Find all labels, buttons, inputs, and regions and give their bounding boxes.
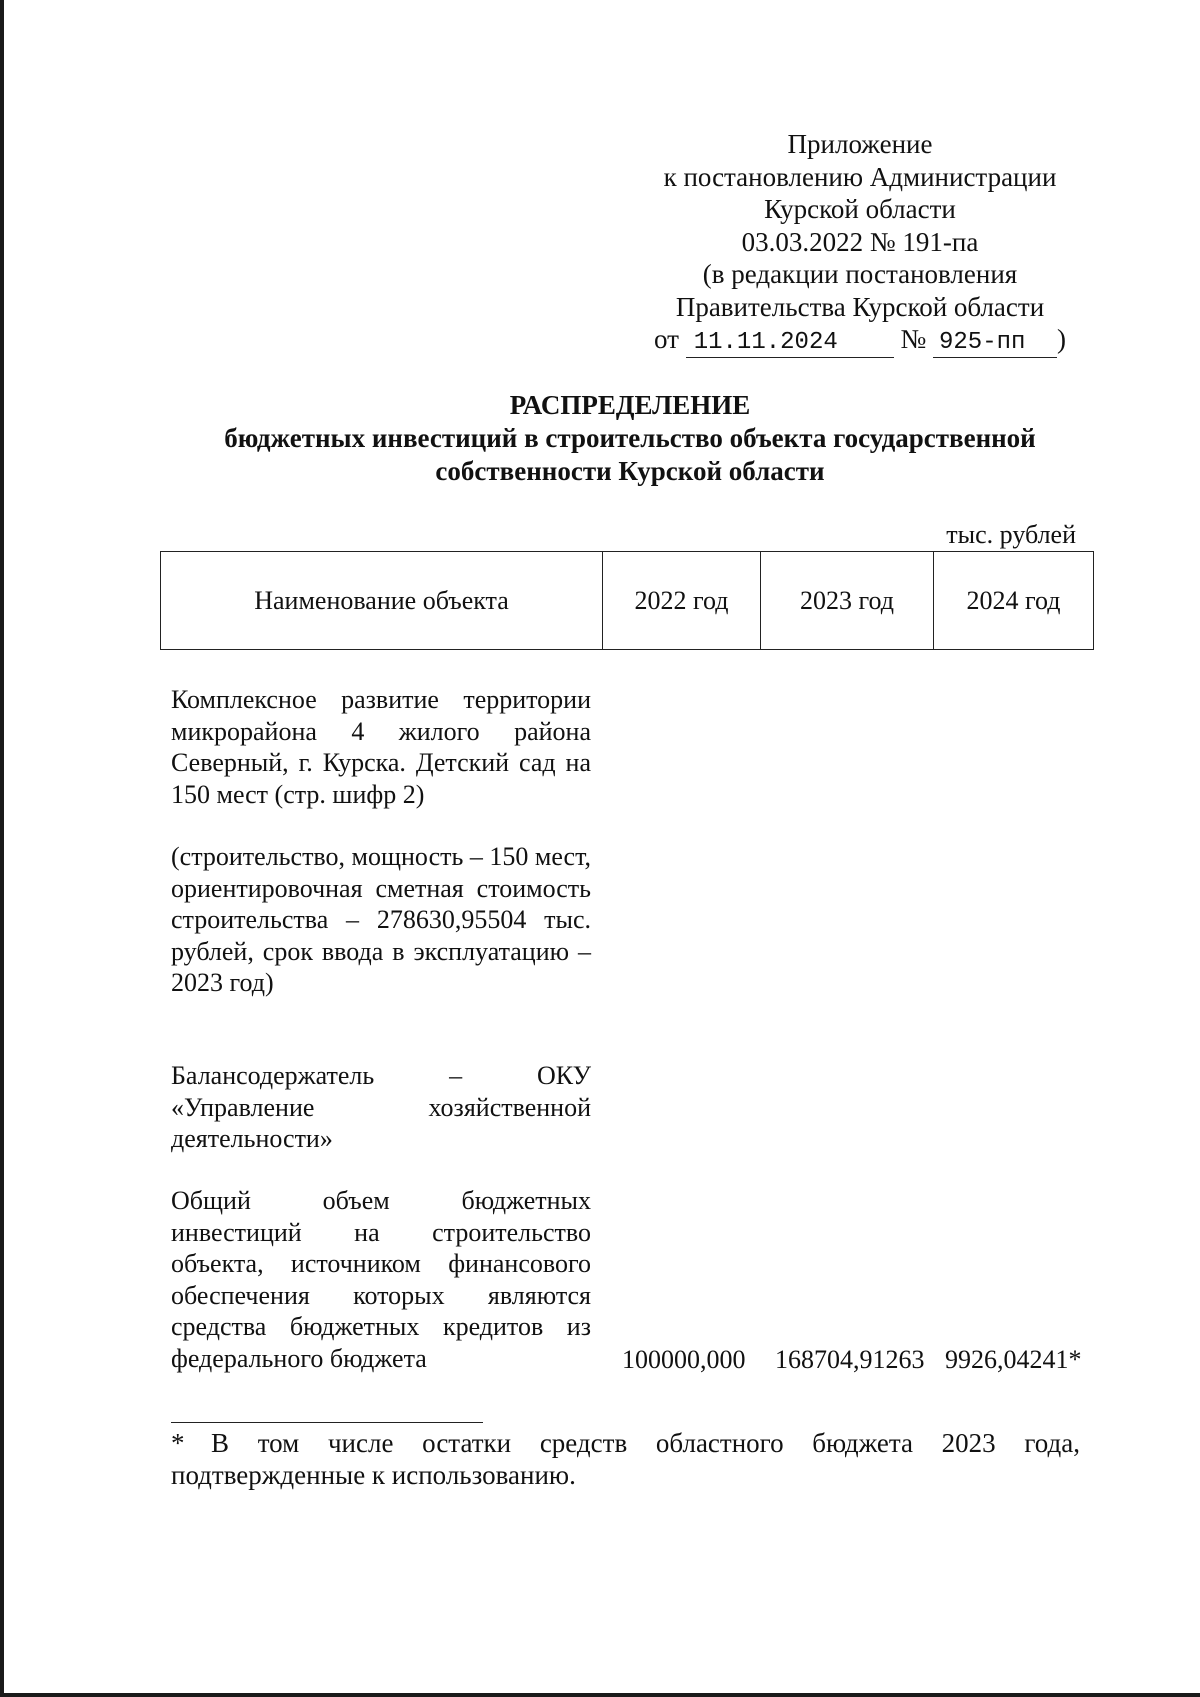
- investment-label: [171, 1185, 591, 1374]
- footnote-separator: [171, 1422, 483, 1423]
- column-header-name: Наименование объекта: [161, 552, 603, 650]
- decree-reference: [600, 323, 1120, 358]
- object-name-text: Комплексное развитие территории микрорайона 4 жилого района Северный, г. Курска. Детский сад на 150 мест (стр. шифр 2): [171, 685, 591, 809]
- investment-label-text: Общий объем бюджетных инвестиций на строительство объекта, источником финансового обеспечения которых являются средства бюджетных кредитов из федерального бюджета: [171, 1186, 591, 1373]
- footnote-text: В том числе остатки средств областного бюджета 2023 года, подтвержденные к использованию.: [171, 1428, 1080, 1490]
- footnote: [171, 1427, 1080, 1491]
- appendix-line: (в редакции постановления: [702, 259, 1018, 289]
- decree-from-label: от: [654, 324, 679, 354]
- title-line: собственности Курской области: [435, 456, 825, 486]
- footnote-marker: *: [171, 1428, 185, 1458]
- column-header-2023: 2023 год: [761, 552, 934, 650]
- column-header-2024: 2024 год: [934, 552, 1094, 650]
- object-name: [171, 684, 591, 810]
- appendix-header: [600, 128, 1120, 358]
- object-details-text: (строительство, мощность – 150 мест, ориентировочная сметная стоимость строительства – 278630,95504 тыс. рублей, срок ввода в эксплуатацию – 2023 год): [171, 842, 591, 997]
- value-2023: 168704,91263: [775, 1345, 925, 1374]
- appendix-line: Курской области: [764, 194, 956, 224]
- decree-number-label: №: [900, 324, 927, 354]
- decree-number: 925-пп: [933, 329, 1057, 358]
- table-header-row: [161, 552, 1094, 650]
- balance-holder-text: Балансодержатель – ОКУ «Управление хозяйственной деятельности»: [171, 1061, 591, 1153]
- object-details: [171, 841, 591, 999]
- value-2022: 100000,000: [622, 1345, 746, 1374]
- title-line: РАСПРЕДЕЛЕНИЕ: [509, 390, 751, 420]
- page-bottom-edge: [0, 1693, 1200, 1697]
- page-left-edge: [0, 0, 4, 1697]
- appendix-line: к постановлению Администрации: [663, 161, 1057, 192]
- units-label: тыс. рублей: [946, 520, 1076, 549]
- title-line: бюджетных инвестиций в строительство объекта государственной: [224, 423, 1036, 453]
- appendix-line: Правительства Курской области: [675, 291, 1045, 322]
- decree-date: 11.11.2024: [686, 329, 894, 358]
- appendix-line: Приложение: [787, 129, 933, 159]
- balance-holder: [171, 1060, 591, 1155]
- table-header: [160, 551, 1094, 650]
- document-title: [150, 389, 1110, 488]
- column-header-2022: 2022 год: [603, 552, 761, 650]
- decree-close-paren: ): [1056, 324, 1066, 354]
- appendix-line: 03.03.2022 № 191-па: [741, 226, 979, 257]
- value-2024: 9926,04241*: [945, 1345, 1082, 1374]
